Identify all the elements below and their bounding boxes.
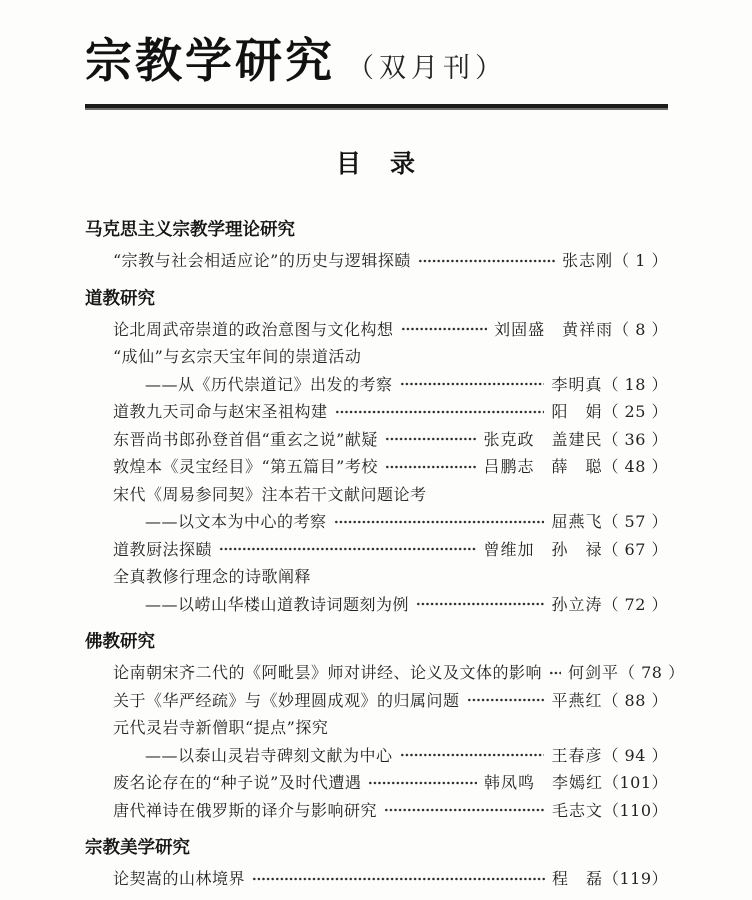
entry-authors: 孙立涛	[551, 594, 603, 614]
entry-title: 东晋尚书郎孙登首倡“重玄之说”献疑	[113, 429, 378, 449]
entry-page: （110）	[602, 800, 668, 820]
entry-authors: 吕鹏志 薛 聪	[483, 457, 603, 476]
entry-page: （ 1 ）	[613, 251, 668, 270]
entry-authors: 李明真	[551, 374, 603, 394]
toc-entry	[85, 453, 668, 481]
toc-entry	[85, 769, 668, 797]
section-rows	[85, 316, 668, 619]
dot-leader	[385, 435, 477, 443]
toc-entry	[85, 591, 668, 619]
dot-leader	[335, 408, 545, 416]
toc-entry	[85, 398, 668, 426]
dot-leader	[549, 669, 561, 677]
entry-title: “成仙”与玄宗天宝年间的崇道活动	[113, 347, 362, 366]
entry-authors: 屈燕飞	[551, 512, 603, 531]
section-heading: 道教研究	[85, 288, 155, 309]
entry-authors: 张志刚	[562, 251, 614, 270]
journal-title: 宗教学研究	[85, 34, 335, 89]
entry-page: （ 57 ）	[602, 512, 668, 531]
dot-leader	[252, 875, 545, 883]
section-rows	[85, 659, 685, 824]
entry-authors: 阳 娟	[551, 402, 603, 421]
entry-page: （ 18 ）	[602, 374, 668, 394]
header-double-rule	[85, 104, 668, 110]
toc-entry	[85, 797, 668, 825]
entry-title: 论南朝宋齐二代的《阿毗昙》师对讲经、论义及文体的影响	[113, 663, 543, 682]
toc-list	[85, 218, 685, 893]
entry-title: ——从《历代崇道记》出发的考察	[145, 374, 393, 394]
toc-section	[85, 630, 685, 824]
section-rows	[85, 865, 668, 893]
toc-entry	[85, 343, 668, 371]
entry-authors: 毛志文	[551, 800, 603, 820]
entry-page: （ 88 ）	[602, 690, 668, 710]
toc-section	[85, 836, 668, 893]
entry-authors: 曾维加 孙 禄	[483, 539, 603, 559]
entry-title: 唐代禅诗在俄罗斯的译介与影响研究	[113, 800, 378, 820]
entry-page: （101）	[602, 773, 668, 792]
dot-leader	[400, 751, 545, 759]
dot-leader	[416, 600, 544, 608]
entry-page: （ 78 ）	[619, 663, 685, 682]
entry-page: （119）	[602, 869, 668, 888]
toc-entry	[85, 563, 668, 591]
entry-title: 废名论存在的“种子说”及时代遭遇	[113, 773, 362, 792]
entry-title: 道教厨法探赜	[113, 539, 213, 559]
dot-leader	[467, 696, 545, 704]
toc-entry	[85, 247, 668, 275]
toc-entry	[85, 426, 668, 454]
section-heading: 马克思主义宗教学理论研究	[85, 220, 295, 240]
toc-entry	[85, 481, 668, 509]
entry-title: 关于《华严经疏》与《妙理圆成观》的归属问题	[113, 690, 460, 710]
dot-leader	[401, 325, 488, 333]
entry-title: 道教九天司命与赵宋圣祖构建	[113, 402, 328, 421]
entry-page: （ 36 ）	[602, 429, 668, 449]
entry-title: ——以泰山灵岩寺碑刻文献为中心	[145, 745, 393, 765]
entry-title: “宗教与社会相适应论”的历史与逻辑探赜	[113, 251, 411, 270]
entry-title: ——以文本为中心的考察	[145, 512, 327, 531]
toc-title: 目 录	[335, 149, 417, 178]
toc-section	[85, 287, 668, 619]
entry-authors: 程 磊	[551, 869, 603, 888]
entry-title: ——以崂山华楼山道教诗词题刻为例	[145, 594, 410, 614]
dot-leader	[400, 380, 545, 388]
entry-title: 论北周武帝崇道的政治意图与文化构想	[113, 319, 394, 339]
dot-leader	[334, 518, 545, 526]
entry-title: 宋代《周易参同契》注本若干文献问题论考	[113, 484, 427, 504]
dot-leader	[219, 545, 476, 553]
entry-title: 敦煌本《灵宝经目》“第五篇目”考校	[113, 457, 378, 476]
entry-authors: 王春彦	[551, 745, 603, 765]
dot-leader	[368, 779, 477, 787]
entry-authors: 韩凤鸣 李嫣红	[483, 773, 603, 792]
toc-section	[85, 218, 668, 275]
toc-entry	[85, 742, 668, 770]
toc-entry	[85, 371, 668, 399]
dot-leader	[385, 463, 477, 471]
entry-page: （ 67 ）	[602, 539, 668, 559]
dot-leader	[384, 806, 545, 814]
dot-leader	[418, 257, 555, 265]
toc-entry	[85, 536, 668, 564]
toc-entry	[85, 508, 668, 536]
section-heading: 宗教美学研究	[85, 838, 190, 858]
entry-page: （ 94 ）	[602, 745, 668, 765]
entry-page: （ 25 ）	[602, 402, 668, 421]
entry-page: （ 8 ）	[613, 319, 668, 339]
toc-entry	[85, 865, 668, 893]
entry-authors: 何剑平	[568, 663, 620, 682]
toc-entry	[85, 687, 668, 715]
entry-authors: 平燕红	[551, 690, 603, 710]
entry-authors: 刘固盛 黄祥雨	[494, 319, 614, 339]
toc-entry	[85, 659, 685, 687]
entry-page: （ 48 ）	[602, 457, 668, 476]
entry-authors: 张克政 盖建民	[483, 429, 603, 449]
toc-entry	[85, 714, 668, 742]
entry-title: 论契嵩的山林境界	[113, 869, 246, 888]
entry-title: 全真教修行理念的诗歌阐释	[113, 567, 312, 586]
section-heading: 佛教研究	[85, 632, 155, 652]
masthead	[85, 24, 668, 110]
journal-subtitle: （双月刊）	[347, 53, 507, 84]
entry-page: （ 72 ）	[602, 594, 668, 614]
toc-entry	[85, 316, 668, 344]
section-rows	[85, 247, 668, 275]
entry-title: 元代灵岩寺新僧职“提点”探究	[113, 718, 329, 737]
